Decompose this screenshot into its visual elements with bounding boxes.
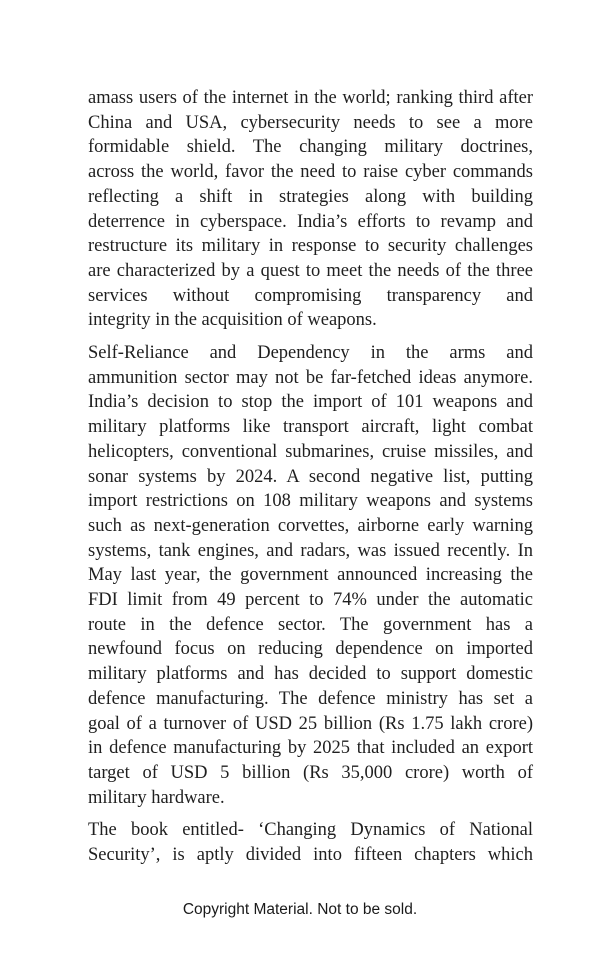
text-line: Self-Reliance and Dependency in the arms and [88, 343, 533, 364]
text-line: military hardware. [88, 787, 225, 808]
text-line: reflecting a shift in strategies along with building [88, 186, 533, 207]
text-line: FDI limit from 49 percent to 74% under the automatic [88, 590, 533, 611]
text-line: military platforms like transport aircraft, light combat [88, 417, 533, 438]
text-line: deterrence in cyberspace. India’s efforts to revamp and [88, 211, 533, 232]
text-line: formidable shield. The changing military doctrines, [88, 137, 533, 158]
text-line: route in the defence sector. The government has a [88, 614, 533, 635]
text-line: target of USD 5 billion (Rs 35,000 crore) worth of [88, 762, 533, 783]
text-line: are characterized by a quest to meet the needs of the three [88, 260, 533, 281]
text-line: military platforms and has decided to support domestic [88, 664, 533, 685]
text-line: India’s decision to stop the import of 101 weapons and [88, 392, 533, 413]
copyright-notice: Copyright Material. Not to be sold. [182, 901, 418, 918]
text-line: integrity in the acquisition of weapons. [88, 310, 377, 331]
text-line: helicopters, conventional submarines, cruise missiles, and [88, 441, 533, 462]
text-line: services without compromising transparency and [88, 285, 533, 306]
paragraph [88, 818, 533, 867]
text-line: The book entitled- ‘Changing Dynamics of National [88, 820, 533, 841]
text-line: systems, tank engines, and radars, was issued recently. In [88, 540, 533, 561]
text-line: import restrictions on 108 military weapons and systems [88, 491, 533, 512]
text-line: ammunition sector may not be far-fetched ideas anymore. [88, 367, 533, 388]
text-line: such as next-generation corvettes, airborne early warning [88, 515, 533, 536]
text-line: in defence manufacturing by 2025 that included an export [88, 738, 533, 759]
text-line: amass users of the internet in the world; ranking third after [88, 88, 533, 108]
text-line: sonar systems by 2024. A second negative list, putting [88, 466, 533, 487]
paragraph [88, 86, 533, 333]
text-line: China and USA, cybersecurity needs to see a more [88, 112, 533, 133]
text-line: across the world, favor the need to raise cyber commands [88, 162, 533, 183]
text-line: defence manufacturing. The defence ministry has set a [88, 688, 533, 709]
text-line: restructure its military in response to security challenges [88, 236, 533, 257]
paragraph [88, 341, 533, 810]
text-line: Security’, is aptly divided into fifteen chapters which [88, 845, 533, 866]
body-text-column [88, 86, 533, 868]
text-line: newfound focus on reducing dependence on imported [88, 639, 533, 660]
text-line: goal of a turnover of USD 25 billion (Rs 1.75 lakh crore) [88, 713, 533, 734]
text-line: May last year, the government announced increasing the [88, 565, 533, 586]
